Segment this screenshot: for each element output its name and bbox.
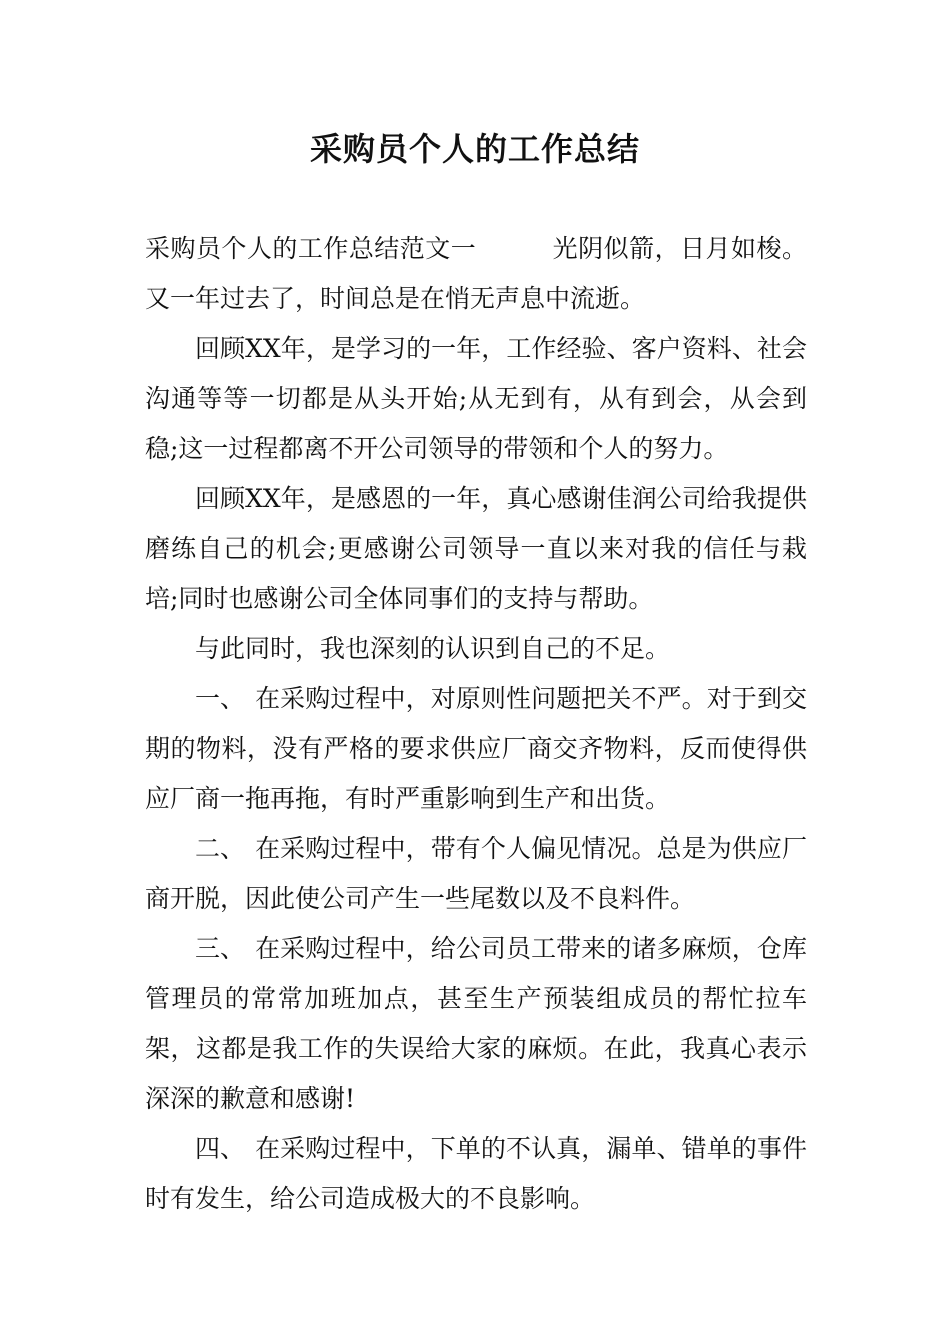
list-item-text: 在采购过程中，对原则性问题把关不严。对于到交期的物料，没有严格的要求供应厂商交齐物料，反而使得供应厂商一拖再拖，有时严重影响到生产和出货。 [145,684,807,813]
paragraph-review-gratitude: 回顾XX年，是感恩的一年，真心感谢佳润公司给我提供磨练自己的机会;更感谢公司领导一直以来对我的信任与栽培;同时也感谢公司全体同事们的支持与帮助。 [145,484,807,613]
list-item-3 [145,924,807,1124]
list-item-number: 二、 [195,834,246,863]
list-item-text: 在采购过程中，下单的不认真，漏单、错单的事件时有发生，给公司造成极大的不良影响。 [145,1134,807,1213]
document-title: 采购员个人的工作总结 [309,130,640,168]
document-body [145,224,807,1224]
list-item-number: 一、 [195,684,246,713]
paragraph-review-learning: 回顾XX年，是学习的一年，工作经验、客户资料、社会沟通等等一切都是从头开始;从无到有，从有到会，从会到稳;这一过程都离不开公司领导的带领和个人的努力。 [145,334,807,463]
list-item-text: 在采购过程中，给公司员工带来的诸多麻烦，仓库管理员的常常加班加点，甚至生产预装组成员的帮忙拉车架，这都是我工作的失误给大家的麻烦。在此，我真心表示深深的歉意和感谢! [145,934,807,1113]
list-item-1 [145,674,807,824]
intro-paragraph [145,224,807,324]
list-item-2 [145,824,807,924]
list-item-text: 在采购过程中，带有个人偏见情况。总是为供应厂商开脱，因此使公司产生一些尾数以及不良料件。 [145,834,807,913]
intro-text: 光阴似箭，日月如梭。又一年过去了，时间总是在悄无声息中流逝。 [145,234,807,313]
paragraph-shortcomings: 与此同时，我也深刻的认识到自己的不足。 [195,634,671,663]
list-item-number: 三、 [195,934,246,963]
list-item-number: 四、 [195,1134,246,1163]
list-item-4 [145,1124,807,1224]
intro-lead: 采购员个人的工作总结范文一 [145,234,477,263]
